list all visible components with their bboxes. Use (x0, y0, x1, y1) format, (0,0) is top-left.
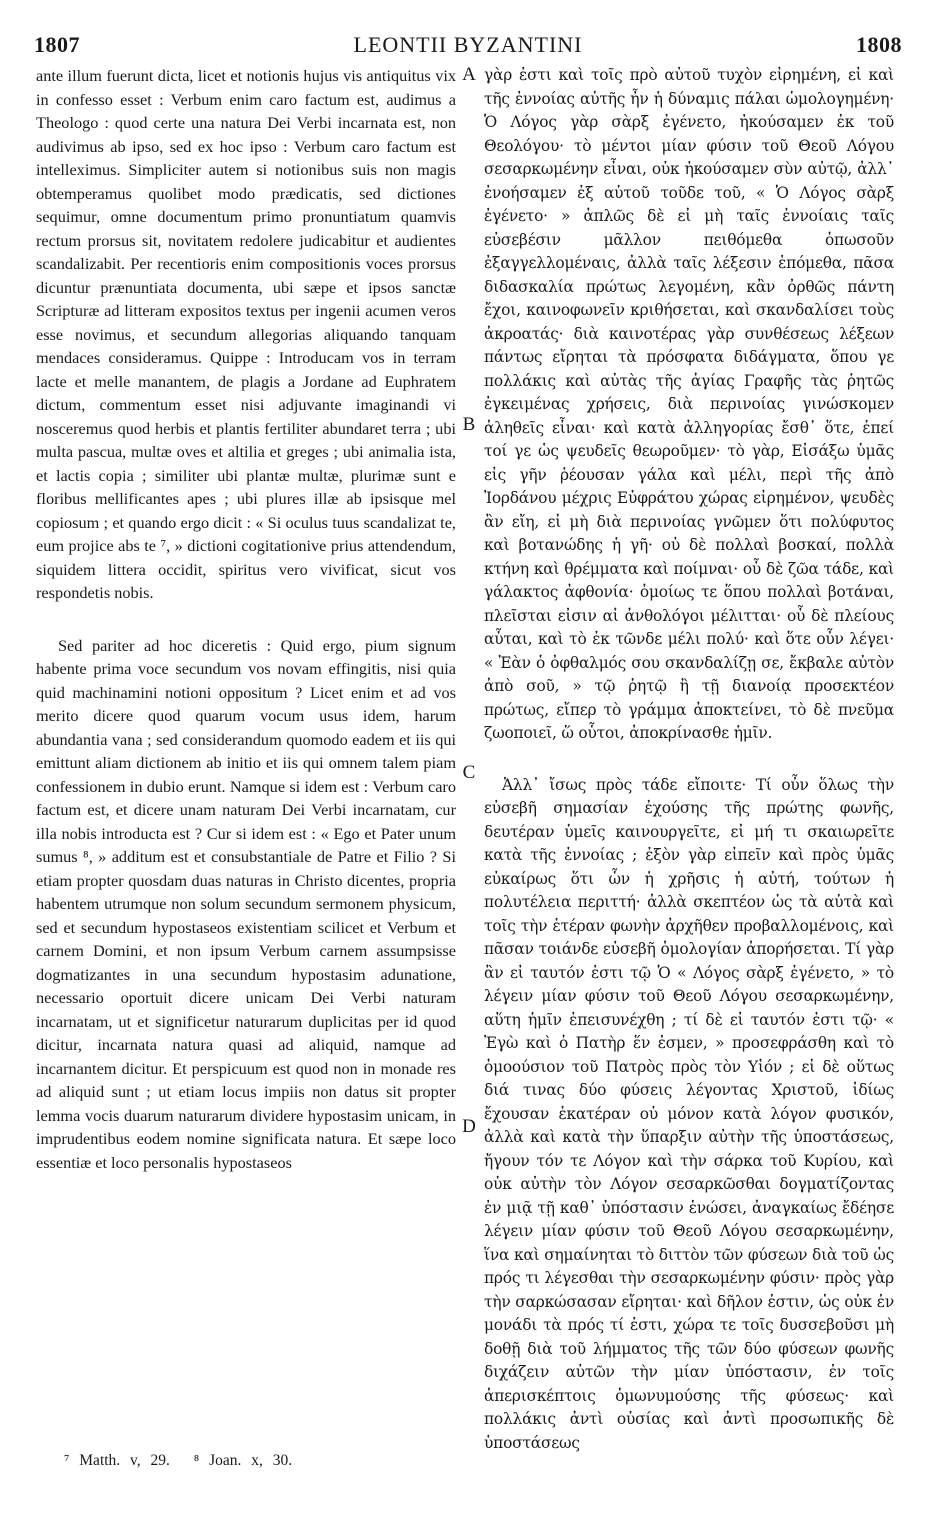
footnotes (64, 1452, 306, 1470)
section-marker-b: B (462, 414, 476, 435)
running-title: LEONTII BYZANTINI (353, 32, 583, 57)
section-marker-d: D (462, 1116, 476, 1137)
page-number-right: 1808 (856, 32, 902, 57)
latin-paragraph-2: Sed pariter ad hoc diceretis : Quid ergo, pium signum habente prima voce secundum vos novam effingitis, nisi quia quid machinamini notioni oppositum ? Licet enim et ad vos merito dicere quod quarum vocum usus idem, harum abundantia vana ; sed considerandum quomodo eadem et iis qui emittunt aliam dictionem ab initio et iis qui omnem talem piam confessionem in dubio erunt. Namque si idem est : Verbum caro factum est, et dicere unam naturam Dei Verbi incarnatam, cur illa nobis introducta est ? Cur si idem est : « Ego et Pater unum sumus ⁸, » additum est et consubstantiale de Patre et Filio ? Si etiam propter quosdam duas naturas in Christo dicentes, propria habentem utrumque non solum secundum sermonem physicum, sed et secundum hypostaseos existentiam scilicet et Verbum et carnem Domini, et non ipsum Verbum carnem assumpsisse dogmatizantes in una secundum hypostasim adunatione, necessario oportuit dicere unicam Dei Verbi naturam incarnatam, ut et significetur naturarum duplicitas per id quod dicitur, incarnata natura quasi ad aliquid, namque ad incarnantem dicitur. Et perspicuum est quod non in monade res ad aliquid sunt ; ut etiam locus impiis non datus sit propter lemma vocis duarum naturarum dividere hypostasim unicam, in imprudentibus eodem nomine significata natura. Et sæpe loco essentiæ et loco personalis hypostaseos (36, 635, 456, 1172)
page-number-left: 1807 (34, 32, 80, 57)
latin-paragraph-1: ante illum fuerunt dicta, licet et notionis hujus vis antiquitus vix in confesso esset : Verbum enim caro factum est, audimus a Theologo : quod certe una natura Dei Verbi incarnata est, non audivimus ab ipso, sed ex hoc ipso : Verbum caro factum est intelleximus. Simpliciter autem si notionibus suis non magis obtemperamus quolibet modo prædicatis, sed dictiones sequimur, omne documentum primo pronuntiatum quamvis rectum prorsus sit, novitatem redolere judicabitur et audientes scandalizabit. Per recentioris enim compositionis voces prorsus dicuntur prænuntiata documenta, ubi sæpe et ipsos sanctæ Scripturæ ad litteram expositos textus per ingenii acumen veros esse novimus, et secundum allegorias aliquando tanquam mendaces consideramus. Quippe : Introducam vos in terram lacte et melle manantem, de plagis a Jordane ad Euphratem dictum, commentum esset nisi adjuvante imaginandi vi nosceremus quod herbis et plantis fertiliter abundaret terra ; ubi multa pascua, multæ oves et altilia et greges ; ubi animalia ista, et lactis copia ; similiter ubi plantæ multæ, plurimæ sunt e floribus mellificantes apes ; ubi plures illæ ab ipsisque mel copiosum ; et quando ergo dicit : « Si oculus tuus scandalizat te, eum projice abs te ⁷, » dictioni cogitationive prius attendendum, siquidem littera occidit, spiritus vero vivificat, sicut vos respondetis nobis. (36, 66, 456, 602)
section-marker-c: C (462, 762, 476, 783)
greek-column (484, 64, 894, 1455)
footnote-7: ⁷ Matth. v, 29. (64, 1452, 170, 1469)
greek-paragraph-1: γὰρ ἐστι καὶ τοῖς πρὸ αὐτοῦ τυχὸν εἰρημένη, εἰ καὶ τῆς ἐννοίας αὐτῆς ἦν ἡ δύναμις πάλαι ὡμολογημένη· Ὁ Λόγος γὰρ σὰρξ ἐγένετο, ἠκούσαμεν ἐκ τοῦ Θεολόγου· τὸ μέντοι μίαν φύσιν τοῦ Θεοῦ Λόγου σεσαρκωμένην εἶναι, οὐκ ἠκούσαμεν σὺν αὐτῷ, ἀλλ᾽ ἐνοήσαμεν ἐξ αὐτοῦ τοῦδε τοῦ, « Ὁ Λόγος σὰρξ ἐγένετο· » ἁπλῶς δὲ εἰ μὴ ταῖς ἐννοίαις ταῖς εὐσεβέσιν μᾶλλον πειθόμεθα ὁπωσοῦν ἐξαγγελλομέναις, ἀλλὰ ταῖς λέξεσιν ἑπόμεθα, πᾶσα διδασκαλία πρώτως λεγομένη, κἂν ὀρθῶς πάντη ἔχοι, καινοφωνεῖν κριθήσεται, καὶ σκανδαλίσει τοὺς ἀκροατάς· διὰ καινοτέρας γὰρ συνθέσεως λέξεων πάντως εἴρηται τὰ πρόσφατα διδάγματα, ὅπου γε πολλάκις καὶ αὐτὰς τῆς ἁγίας Γραφῆς τὰς ῥητῶς ἐγκειμένας χρήσεις, διὰ περινοίας γινώσκομεν ἀληθεῖς εἶναι· καὶ κατὰ ἀλληγορίας ἔσθ᾽ ὅτε, ἐπεί τοί γε ὡς ψευδεῖς θεωροῦμεν· τὸ γὰρ, Εἰσάξω ὑμᾶς εἰς γῆν ῥέουσαν γάλα καὶ μέλι, περὶ τῆς ἀπὸ Ἰορδάνου μέχρις Εὐφράτου χώρας εἰρημένον, ψευδὲς ἂν εἴη, εἰ μὴ διὰ περινοίας γνῶμεν ὅτι πολύφυτος καὶ βοτανώδης ἡ γῆ· οὐ δὲ πολλαὶ βοσκαί, πολλὰ κτήνη καὶ θρέμματα καὶ ποίμναι· οὗ δὲ ζῶα τάδε, καὶ γάλακτος ἀφθονία· ὁμοίως τε ὅπου πολλαὶ βοτάναι, πλεῖσται εἰσιν αἱ ἀνθολόγοι μέλιτται· οὗ δὲ πλείους αὗται, καὶ τὸ ἐκ τῶνδε μέλι πολύ· καὶ ὅτε οὖν λέγει· « Ἐὰν ὁ ὀφθαλμός σου σκανδαλίζῃ σε, ἔκβαλε αὐτὸν ἀπὸ σοῦ, » τῷ ῥητῷ ἢ τῇ διανοίᾳ προσεκτέον πρώτως, εἴπερ τὸ γράμμα ἀποκτείνει, τὸ δὲ πνεῦμα ζωοποιεῖ, ὥ οὗτοι, ἀποκρίνασθε ἡμῖν. (484, 66, 894, 742)
greek-paragraph-2: Ἀλλ᾽ ἴσως πρὸς τάδε εἴποιτε· Τί οὖν ὅλως τὴν εὐσεβῆ σημασίαν ἐχούσης τῆς πρώτης φωνῆς, δευτέραν ὑμεῖς καινουργεῖτε, εἰ μή τι σκαιωρεῖτε κατὰ τῆς ἐννοίας ; ἐξὸν γὰρ εἰπεῖν καὶ πρὸς ὑμᾶς εὐκαίρως ὅτι ὧν ἡ χρῆσις ἡ αὐτή, τούτων ἡ πολυτέλεια περιττή· ἀλλὰ σκεπτέον ὡς τὰ αὐτὰ καὶ τοῖς τὴν ἑτέραν φωνὴν ἀρχῆθεν προβαλλομένοις, καὶ πᾶσαν τοιάνδε εὐσεβῆ ὁμολογίαν ἀπορήσεται. Τί γὰρ ἂν εἰ ταυτόν ἐστι τῷ Ὁ « Λόγος σὰρξ ἐγένετο, » τὸ λέγειν μίαν φύσιν τοῦ Θεοῦ Λόγου σεσαρκωμένην, αὕτη ἡμῖν ἐπεισυνέχθη ; τί δὲ εἰ ταυτόν ἐστι τῷ· « Ἐγὼ καὶ ὁ Πατὴρ ἕν ἐσμεν, » προσεφράσθη καὶ τὸ ὁμοούσιον τοῦ Πατρὸς πρὸς τὸν Υἱόν ; εἰ δὲ οὕτως διά τινας δύο φύσεις λέγοντας Χριστοῦ, ἰδίως ἔχουσαν ἑκατέραν οὐ μόνον κατὰ λόγον φυσικόν, ἀλλὰ καὶ κατὰ τὴν ὕπαρξιν αὐτὴν τῆς ὑποστάσεως, ἤγουν τόν τε Λόγον καὶ τὴν σάρκα τοῦ Κυρίου, καὶ οὐκ αὐτὴν τὸν Λόγον σεσαρκῶσθαι δογματίζοντας ἐν μιᾷ τῇ καθ᾽ ὑπόστασιν ἑνώσει, ἀναγκαίως ἔδέησε λέγειν μίαν φύσιν τοῦ Θεοῦ Λόγου σεσαρκωμένην, ἵνα καὶ σημαίνηται τὸ διττὸν τῶν φύσεων διὰ τοῦ ὡς πρός τι λέγεσθαι τὴν σεσαρκωμένην φύσιν· πρὸς γὰρ τὴν σαρκώσασαν εἴρηται· καὶ δῆλον ἐστιν, ὡς οὐκ ἐν μονάδι τὰ πρός τί ἐστι, χώρα τε τοῖς δυσσεβοῦσι μὴ δοθῇ διὰ τοῦ λήμματος τῆς τῶν δύο φύσεων φωνῆς διχάζειν αὐτῶν τὴν μίαν ὑπόστασιν, ἐν τοῖς ἀπερισκέπτοις ὁμωνυμούσης τῆς φύσεως· καὶ πολλάκις ἀντὶ οὐσίας καὶ ἀντὶ προσωπικῆς δὲ ὑποστάσεως (484, 775, 894, 1452)
footnote-8: ⁸ Joan. x, 30. (193, 1452, 293, 1469)
section-marker-a: A (462, 64, 476, 85)
page-header (34, 32, 902, 60)
latin-column (36, 64, 456, 1174)
